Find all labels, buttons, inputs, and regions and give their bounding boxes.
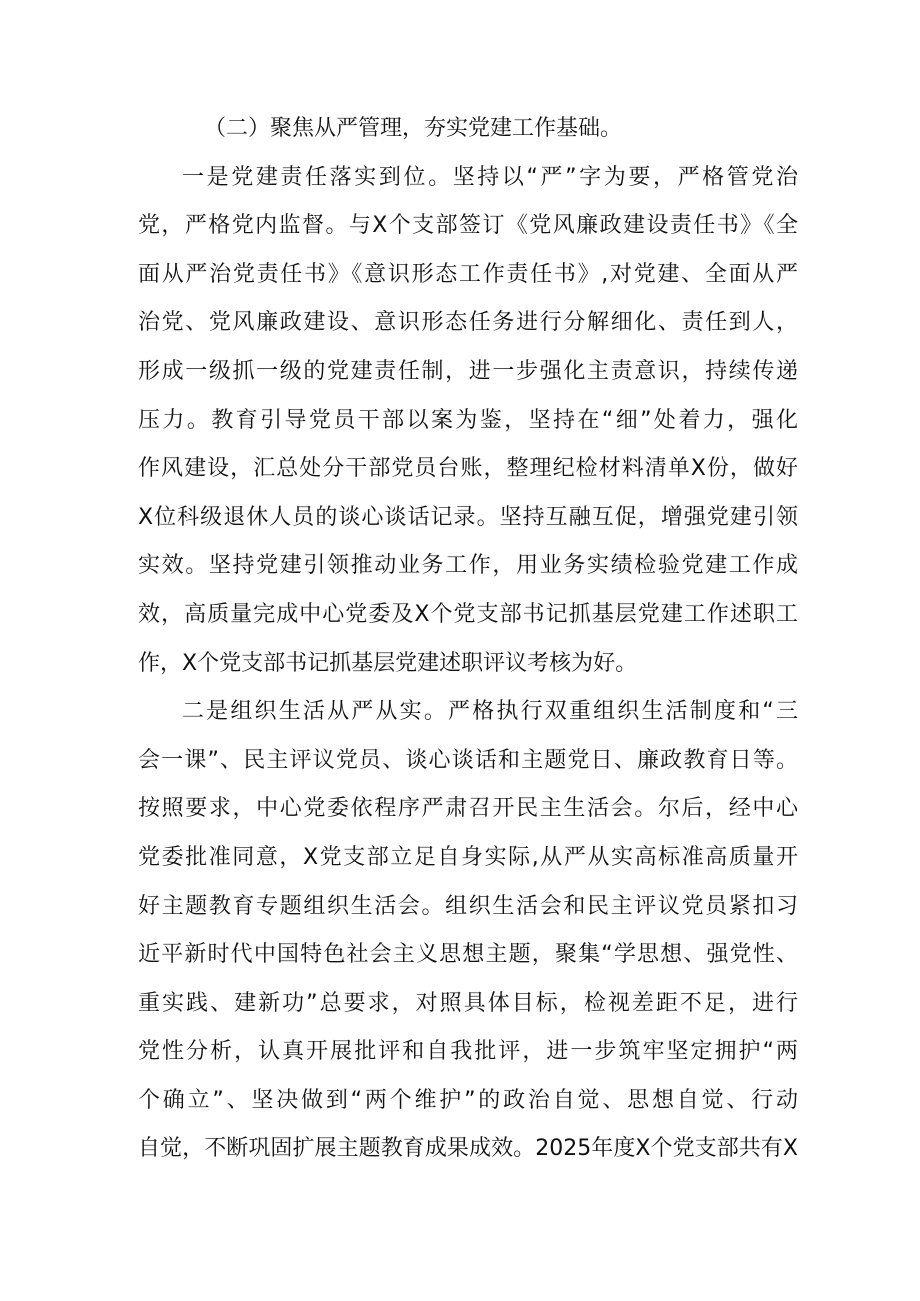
text-line: 个确立”、坚决做到“两个维护”的政治自觉、思想自觉、行动 bbox=[138, 1087, 798, 1113]
section-heading: （二）聚焦从严管理，夯实党建工作基础。 bbox=[204, 116, 623, 141]
text-line: 形成一级抓一级的党建责任制，进一步强化主责意识，持续传递 bbox=[138, 358, 798, 384]
text-line: 重实践、建新功”总要求，对照具体目标，检视差距不足，进行 bbox=[138, 990, 798, 1016]
text-line: X位科级退休人员的谈心谈话记录。坚持互融互促，增强党建引领 bbox=[138, 504, 798, 530]
text-line: 二是组织生活从严从实。严格执行双重组织生活制度和“三 bbox=[182, 699, 798, 725]
text-line: 会一课”、民主评议党员、谈心谈话和主题党日、廉政教育日等。 bbox=[138, 747, 798, 773]
text-line: 党委批准同意，X党支部立足自身实际,从严从实高标准高质量开 bbox=[138, 844, 798, 870]
text-line: 实效。坚持党建引领推动业务工作，用业务实绩检验党建工作成 bbox=[138, 553, 798, 579]
text-line: 面从严治党责任书》《意识形态工作责任书》,对党建、全面从严 bbox=[138, 261, 798, 287]
text-line: 党性分析，认真开展批评和自我批评，进一步筑牢坚定拥护“两 bbox=[138, 1039, 798, 1065]
text-line: 治党、党风廉政建设、意识形态任务进行分解细化、责任到人， bbox=[138, 310, 798, 336]
text-line: 一是党建责任落实到位。坚持以“严”字为要，严格管党治 bbox=[182, 164, 798, 190]
paragraph-party-responsibility bbox=[138, 154, 798, 689]
text-line: 作，X个党支部书记抓基层党建述职评议考核为好。 bbox=[138, 650, 638, 676]
paragraph-organizational-life bbox=[138, 688, 798, 1174]
text-line: 作风建设，汇总处分干部党员台账，整理纪检材料清单X份，做好 bbox=[138, 456, 798, 482]
text-line: 近平新时代中国特色社会主义思想主题，聚集“学思想、强党性、 bbox=[138, 942, 798, 968]
text-line: 压力。教育引导党员干部以案为鉴，坚持在“细”处着力，强化 bbox=[138, 407, 798, 433]
text-line: 自觉，不断巩固扩展主题教育成果成效。2025年度X个党支部共有X bbox=[138, 1136, 798, 1162]
text-line: 好主题教育专题组织生活会。组织生活会和民主评议党员紧扣习 bbox=[138, 893, 798, 919]
document-body bbox=[138, 105, 798, 1174]
text-line: 效，高质量完成中心党委及X个党支部书记抓基层党建工作述职工 bbox=[138, 601, 798, 627]
text-line: 党，严格党内监督。与X个支部签订《党风廉政建设责任书》《全 bbox=[138, 213, 798, 239]
text-line: 按照要求，中心党委依程序严肃召开民主生活会。尔后，经中心 bbox=[138, 796, 798, 822]
